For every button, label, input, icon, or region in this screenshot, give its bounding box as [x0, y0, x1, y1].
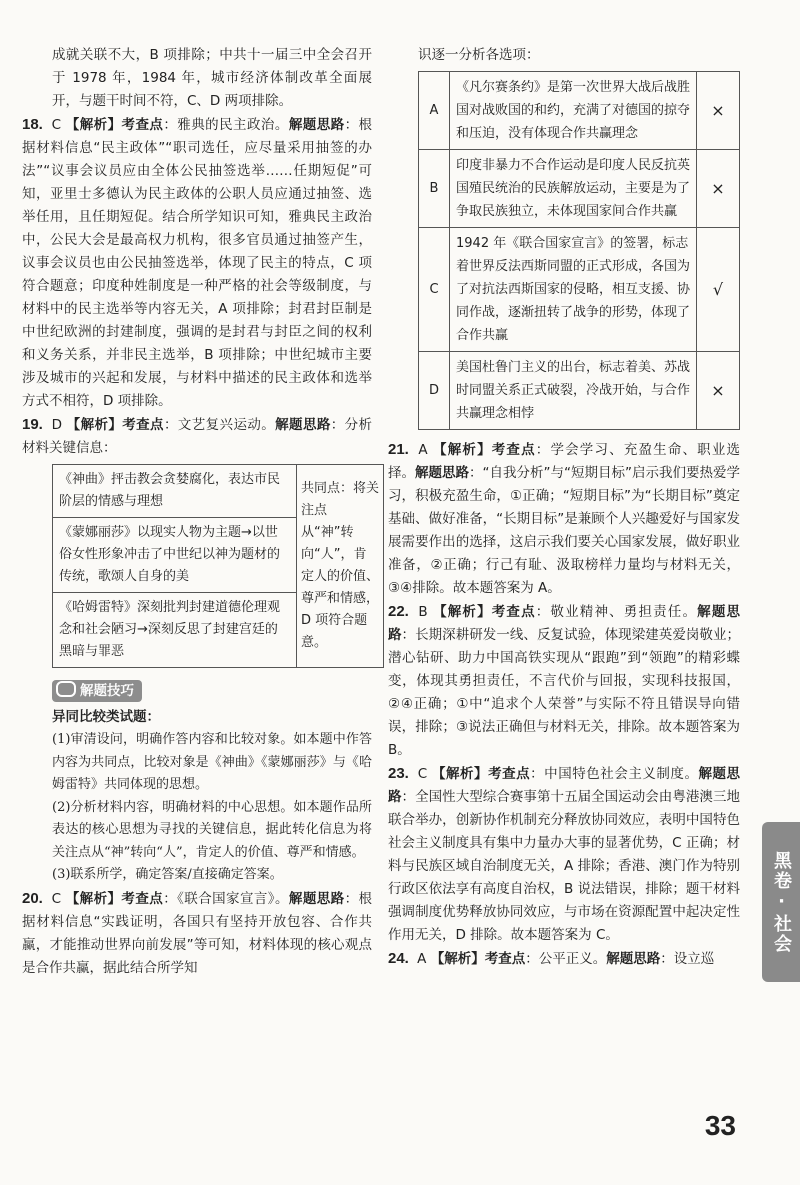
- analysis-tag: 【解析】: [65, 117, 122, 133]
- wrong-mark-icon: ×: [697, 150, 740, 228]
- question-number: 18.: [22, 116, 43, 133]
- kp-label: 考查点: [484, 951, 526, 967]
- analysis-tag: 【解析】: [431, 766, 489, 782]
- kp-label: 考查点: [122, 417, 164, 433]
- kp-label: 考查点: [491, 604, 536, 620]
- analysis-tag: 【解析】: [430, 951, 485, 967]
- answer: A: [418, 442, 428, 458]
- shared-point-cell: 共同点：将关注点从“神”转向“人”，肯定人的价值、尊严和情感，D 项符合题意。: [297, 465, 384, 668]
- kp-label: 考查点: [121, 117, 164, 133]
- question-number: 24.: [388, 950, 409, 967]
- answer: A: [417, 951, 427, 967]
- wrong-mark-icon: ×: [697, 72, 740, 150]
- option-text: 美国杜鲁门主义的出台，标志着美、苏战时同盟关系正式破裂，冷战开始，与合作共赢理念相悖: [450, 352, 697, 430]
- option-letter: A: [419, 72, 450, 150]
- analysis-body: ：“自我分析”与“短期目标”启示我们要热爱学习，积极充盈生命，①正确；“短期目标”为“长期目标”奠定基础、做好准备，“长期目标”是兼顾个人兴趣爱好与国家发展需要作出的选择，这启示我们要关心国家发展，做好职业准备，②正确；行己有耻、汲取榜样力量均与材料无关，③④排除。故本题答案为 A。: [388, 465, 741, 596]
- idea-label: 解题思路: [388, 604, 740, 643]
- key-icon: [56, 681, 76, 697]
- analysis-body: ：全国性大型综合赛事第十五届全国运动会由粤港澳三地联合举办，创新协作机制充分释放协同效应，表明中国特色社会主义制度具有集中力量办大事的显著优势，C 正确；材料与民族区域自治制度无关，A 排除；香港、澳门作为特别行政区依法享有高度自治权，B 说法错误，排除；题干材料强调制度优势释放协同效应，与市场在资源配置中起决定性作用无关，D 排除。故本题答案为 C。: [388, 789, 741, 943]
- right-column: [388, 44, 740, 971]
- analysis-body: ：根据材料信息“实践证明，各国只有坚持开放包容、合作共赢，才能推动世界向前发展”等可知，材料体现的核心观点是合作共赢，据此结合所学知: [22, 890, 373, 976]
- idea-label: 解题思路: [288, 890, 345, 907]
- options-table: [418, 71, 740, 430]
- analysis-tag: 【解析】: [433, 604, 492, 620]
- option-text: 印度非暴力不合作运动是印度人民反抗英国殖民统治的民族解放运动，主要是为了争取民族独立，未体现国家间合作共赢: [450, 150, 697, 228]
- kp-text: ：中国特色社会主义制度。: [530, 766, 699, 782]
- analysis-body: ：长期深耕研发一线、反复试验，体现梁建英爱岗敬业；潜心钻研、助力中国高铁实现从“跟跑”到“领跑”的精彩蝶变，体现其勇担责任，不言代价与回报，实现科技报国，②④正确；①中“追求个人荣誉”与实际不符且错误导向错误，排除；③说法正确但与材料无关，排除。故本题答案为 B。: [388, 627, 741, 758]
- question-number: 22.: [388, 603, 409, 620]
- idea-label: 解题思路: [275, 417, 331, 433]
- kp-text: ：《联合国家宣言》。: [163, 890, 289, 907]
- analysis-body: ：分析材料关键信息：: [22, 417, 373, 456]
- tip-title: 异同比较类试题：: [52, 709, 160, 725]
- option-letter: C: [419, 228, 450, 352]
- analysis-tag: 【解析】: [66, 417, 123, 433]
- question-number: 20.: [22, 889, 43, 907]
- kp-label: 考查点: [488, 766, 531, 782]
- answer: C: [51, 890, 62, 907]
- tip-header: [52, 680, 142, 702]
- question-23: [388, 762, 740, 947]
- tip-item: (3)联系所学，确定答案/直接确定答案。: [52, 867, 283, 882]
- analysis-body: ：根据材料信息“民主政体”“职司选任，应尽量采用抽签的办法”“议事会议员应由全体公民抽签选举……任期短促”可知，亚里士多德认为民主政体的公职人员应通过抽签、选举任用，且任期短促。结合所学知识可知，雅典民主政治中，公民大会是最高权力机构，很多官员通过抽签产生，议事会议员也由公民抽签选举，体现了民主的特点，C 项符合题意；印度种姓制度是一种严格的社会等级制度，与材料中的民主选举等内容无关，A 项排除；封君封臣制是中世纪欧洲的封建制度，强调的是封君与封臣之间的权利和义务关系，并非民主选举，B 项排除；中世纪城市主要涉及城市的兴起和发展，与材料中描述的民主政体和选举方式不相符，D 项排除。: [22, 117, 373, 409]
- tip-label: 解题技巧: [80, 683, 134, 699]
- option-letter: B: [419, 150, 450, 228]
- tip-box: [22, 674, 372, 887]
- table-cell: 《神曲》抨击教会贪婪腐化，表达市民阶层的情感与理想: [53, 465, 297, 518]
- analysis-tag: 【解析】: [433, 442, 492, 458]
- question-20: [22, 887, 372, 980]
- question-22: [388, 600, 740, 762]
- kp-text: ：学会学习、充盈生命、职业选择。: [388, 442, 741, 481]
- idea-label: 解题思路: [388, 766, 741, 805]
- idea-label: 解题思路: [415, 465, 470, 481]
- q17-tail: 成就关联不大，B 项排除；中共十一届三中全会召开于 1978 年，1984 年，城市经济体制改革全面展开，与题干时间不符，C、D 两项排除。: [52, 47, 372, 109]
- question-21: [388, 438, 740, 600]
- works-table: [52, 464, 384, 668]
- idea-label: 解题思路: [288, 117, 345, 133]
- kp-text: ：公平正义。: [525, 951, 607, 967]
- answer: C: [417, 766, 428, 782]
- section-tab: 黑卷·社会: [762, 822, 800, 982]
- kp-text: ：敬业精神、勇担责任。: [535, 604, 698, 620]
- question-18: [22, 113, 372, 413]
- answer: C: [51, 117, 62, 133]
- analysis-body: ：设立巡: [660, 951, 715, 967]
- question-number: 21.: [388, 441, 409, 458]
- question-number: 23.: [388, 765, 409, 782]
- option-text: 《凡尔赛条约》是第一次世界大战后战胜国对战败国的和约，充满了对德国的掠夺和压迫，没有体现合作共赢理念: [450, 72, 697, 150]
- answer: D: [51, 417, 62, 433]
- table-cell: 《哈姆雷特》深刻批判封建道德伦理观念和社会陋习→深刻反思了封建宫廷的黑暗与罪恶: [53, 593, 297, 668]
- question-19: [22, 413, 372, 460]
- option-text: 1942 年《联合国家宣言》的签署，标志着世界反法西斯同盟的正式形成，各国为了对抗法西斯国家的侵略，相互支援、协同作战，逐渐扭转了战争的形势，体现了合作共赢: [450, 228, 697, 352]
- question-24: [388, 947, 740, 971]
- kp-label: 考查点: [491, 442, 536, 458]
- tip-item: (2)分析材料内容，明确材料的中心思想。如本题作品所表达的核心思想为寻找的关键信息，据此转化信息为将关注点从“神”转向“人”，肯定人的价值、尊严和情感。: [52, 799, 372, 860]
- question-number: 19.: [22, 416, 43, 433]
- page-number: 33: [704, 1110, 736, 1141]
- q20-tail: 识逐一分析各选项：: [418, 47, 540, 63]
- option-letter: D: [419, 352, 450, 430]
- idea-label: 解题思路: [606, 951, 661, 967]
- kp-label: 考查点: [121, 890, 164, 907]
- analysis-tag: 【解析】: [65, 890, 122, 907]
- kp-text: ：雅典的民主政治。: [163, 117, 289, 133]
- left-column: [22, 44, 380, 980]
- answer: B: [418, 604, 428, 620]
- check-mark-icon: √: [697, 228, 740, 352]
- table-cell: 《蒙娜丽莎》以现实人物为主题→以世俗女性形象冲击了中世纪以神为题材的传统，歌颂人自身的美: [53, 518, 297, 593]
- tip-item: (1)审清设问，明确作答内容和比较对象。如本题中作答内容为共同点，比较对象是《神曲》《蒙娜丽莎》与《哈姆雷特》共同体现的思想。: [52, 732, 372, 792]
- wrong-mark-icon: ×: [697, 352, 740, 430]
- kp-text: ：文艺复兴运动。: [163, 417, 276, 433]
